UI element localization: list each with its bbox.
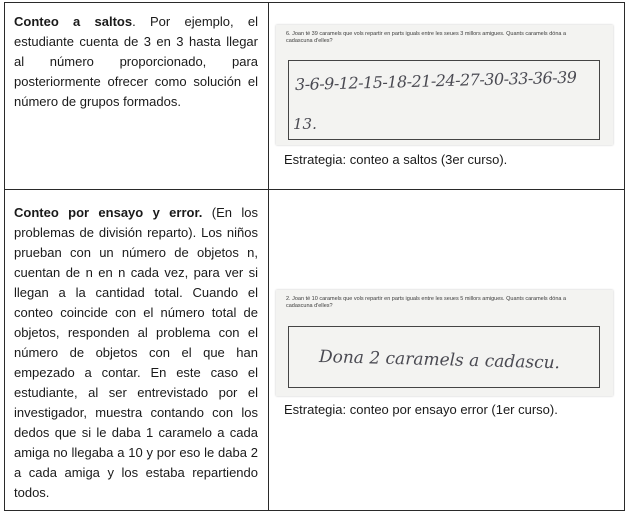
problem-statement: 2. Joan té 10 caramels que vols repartir en parts iguals entre les seues 5 millors amigues. Quants caramels dóna a cadascuna d'elles? [286,296,567,309]
strategy-text: . Por ejemplo, el estudiante cuenta de 3 en 3 hasta llegar al número proporcionado, para posteriormente ofrecer como solución el número de grupos formados. [14,14,259,109]
student-work-photo [276,25,613,145]
row-divider [5,189,624,190]
strategy-term: Conteo a saltos [14,14,133,29]
figure-caption: Estrategia: conteo por ensayo error (1er curso). [284,402,558,417]
strategy-description-skip-counting [14,12,258,112]
column-divider [268,3,269,510]
handwritten-sequence: 3-6-9-12-15-18-21-24-27-30-33-36-39 [294,67,577,94]
strategy-table [4,2,625,511]
strategy-term: Conteo por ensayo y error. [14,205,203,220]
strategy-text: (En los problemas de división reparto). Los niños prueban con un número de objetos n, cuentan de n en n cada vez, para ver si llegan a la cantidad total. Cuando el conteo coincide con el número total de objetos, responden al problema con el número de objetos con el que han empezado a contar. En este caso el estudiante, al ser entrevistado por el investigador, muestra contando con los dedos que si le daba 1 caramelo a cada amiga no llegaba a 10 y por eso le daba 2 a cada amiga y los estaba repartiendo todos. [14,205,259,500]
figure-caption: Estrategia: conteo a saltos (3er curso). [284,152,508,167]
strategy-description-trial-error [14,203,258,503]
handwritten-answer: Dona 2 caramels a cadascu. [318,347,561,374]
handwritten-result: 13. [293,115,317,133]
answer-box [288,60,600,140]
problem-statement: 6. Joan té 39 caramels que vols repartir en parts iguals entre les seues 3 millors amigues. Quants caramels dóna a cadascuna d'elles? [286,31,567,44]
answer-box [288,326,600,388]
student-work-photo [276,290,613,396]
